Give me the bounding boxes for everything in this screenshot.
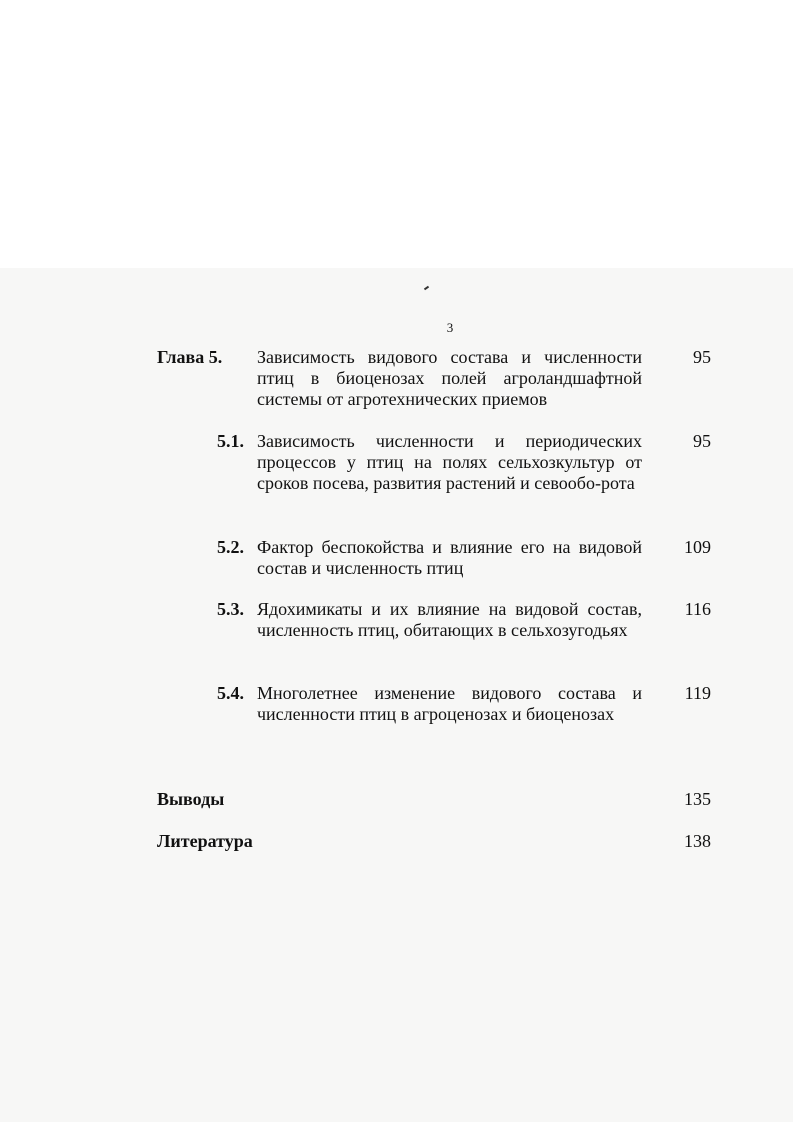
- toc-conclusions: [0, 789, 793, 813]
- section-page: 95: [693, 431, 711, 451]
- section-title: Зависимость численности и периодических процессов у птиц на полях сельхозкультур от сроков посева, развития растений и севообо-рота: [257, 431, 642, 493]
- chapter-page: 95: [693, 347, 711, 367]
- toc-chapter-5: [0, 347, 793, 413]
- conclusions-page: 135: [684, 789, 711, 809]
- literature-label: Литература: [157, 831, 253, 851]
- chapter-title: Зависимость видового состава и численности птиц в биоценозах полей агроландшафтной системы от агротехнических приемов: [257, 347, 642, 409]
- toc-literature: [0, 831, 793, 855]
- section-title: Многолетнее изменение видового состава и численности птиц в агроценозах и биоценозах: [257, 683, 642, 724]
- section-page: 116: [684, 599, 711, 619]
- section-label: 5.2.: [217, 537, 244, 557]
- section-label: 5.4.: [217, 683, 244, 703]
- toc-section-5-4: [0, 683, 793, 749]
- section-label: 5.3.: [217, 599, 244, 619]
- toc-section-5-1: [0, 431, 793, 517]
- page-number: 3: [446, 320, 454, 335]
- conclusions-label: Выводы: [157, 789, 225, 809]
- toc-section-5-3: [0, 599, 793, 665]
- section-title: Фактор беспокойства и влияние его на видовой состав и численность птиц: [257, 537, 642, 578]
- section-page: 119: [684, 683, 711, 703]
- toc-section-5-2: [0, 537, 793, 581]
- literature-page: 138: [684, 831, 711, 851]
- section-title: Ядохимикаты и их влияние на видовой состав, численность птиц, обитающих в сельхозугодьях: [257, 599, 642, 640]
- chapter-label: Глава 5.: [157, 347, 223, 367]
- section-page: 109: [684, 537, 711, 557]
- section-label: 5.1.: [217, 431, 244, 451]
